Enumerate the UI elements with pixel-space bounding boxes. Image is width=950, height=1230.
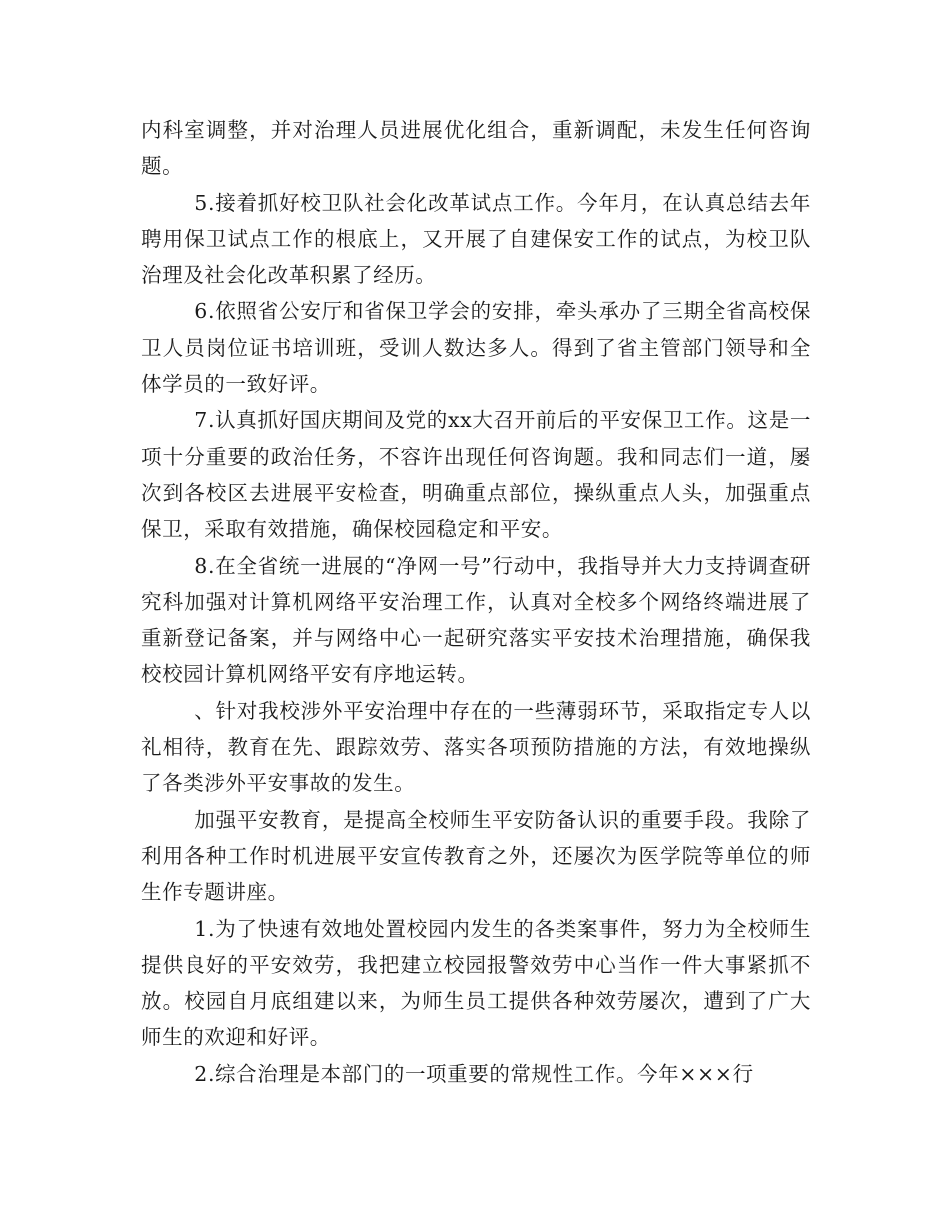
document-body (141, 112, 811, 1092)
paragraph-item-7: 7.认真抓好国庆期间及党的xx大召开前后的平安保卫工作。这是一项十分重要的政治任务，不容许出现任何咨询题。我和同志们一道，屡次到各校区去进展平安检查，明确重点部位，操纵重点人头，加强重点保卫，采取有效措施，确保校园稳定和平安。 (141, 408, 811, 542)
paragraph-item-5: 5.接着抓好校卫队社会化改革试点工作。今年月，在认真总结去年聘用保卫试点工作的根底上，又开展了自建保安工作的试点，为校卫队治理及社会化改革积累了经历。 (141, 190, 811, 288)
paragraph-item-6: 6.依照省公安厅和省保卫学会的安排，牵头承办了三期全省高校保卫人员岗位证书培训班，受训人数达多人。得到了省主管部门领导和全体学员的一致好评。 (141, 299, 811, 397)
paragraph-continuation: 内科室调整，并对治理人员进展优化组合，重新调配，未发生任何咨询题。 (141, 118, 811, 179)
paragraph-item-8: 8.在全省统一进展的“净网一号”行动中，我指导并大力支持调查研究科加强对计算机网络平安治理工作，认真对全校多个网络终端进展了重新登记备案，并与网络中心一起研究落实平安技术治理措施，确保我校校园计算机网络平安有序地运转。 (141, 553, 811, 687)
paragraph-safety-education: 加强平安教育，是提高全校师生平安防备认识的重要手段。我除了利用各种工作时机进展平安宣传教育之外，还屡次为医学院等单位的师生作专题讲座。 (141, 807, 811, 905)
paragraph-item-2: 2.综合治理是本部门的一项重要的常规性工作。今年×××行 (194, 1061, 754, 1086)
paragraph-item-1: 1.为了快速有效地处置校园内发生的各类案事件，努力为全校师生提供良好的平安效劳，我把建立校园报警效劳中心当作一件大事紧抓不放。校园自月底组建以来，为师生员工提供各种效劳屡次，遭到了广大师生的欢迎和好评。 (141, 916, 811, 1050)
paragraph-foreign-affairs: 、针对我校涉外平安治理中存在的一些薄弱环节，采取指定专人以礼相待，教育在先、跟踪效劳、落实各项预防措施的方法，有效地操纵了各类涉外平安事故的发生。 (141, 698, 811, 796)
